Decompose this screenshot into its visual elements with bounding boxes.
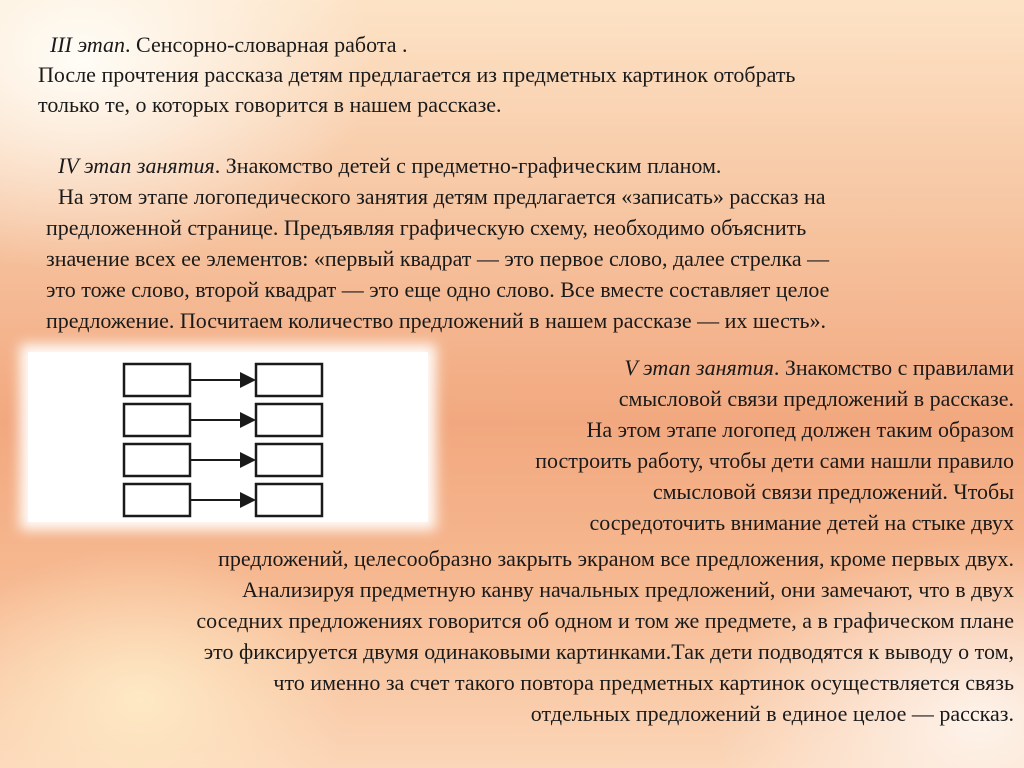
stage-5-line: построить работу, чтобы дети сами нашли правило xyxy=(535,448,1014,473)
scheme-second-square xyxy=(256,404,322,436)
stage-5-line: На этом этапе логопед должен таким образом xyxy=(586,417,1014,442)
stage-3-title: . Сенсорно-словарная работа . xyxy=(125,32,408,57)
stage-4-section xyxy=(46,150,976,336)
stage-3-line: только те, о которых говорится в нашем рассказе. xyxy=(38,92,502,117)
stage-4-label: IV этап занятия xyxy=(58,153,215,178)
continuation-line: это фиксируется двумя одинаковыми картинками.Так дети подводятся к выводу о том, xyxy=(203,639,1014,664)
stage-3-label: III этап xyxy=(50,32,126,57)
continuation-line: что именно за счет такого повтора предметных картинок осуществляется связь xyxy=(273,670,1014,695)
stage-5-section xyxy=(454,352,1014,538)
scheme-first-square xyxy=(124,404,190,436)
stage-4-title: . Знакомство детей с предметно-графическим планом. xyxy=(214,153,722,178)
stage-5-title: . Знакомство с правилами xyxy=(773,355,1014,380)
continuation-line: соседних предложениях говорится об одном и том же предмете, а в графическом плане xyxy=(196,608,1014,633)
stage-5-line: смысловой связи предложений. Чтобы xyxy=(652,479,1014,504)
continuation-line: Анализируя предметную канву начальных предложений, они замечают, что в двух xyxy=(242,577,1014,602)
stage-5-heading xyxy=(454,352,1014,383)
stage-4-line: предложение. Посчитаем количество предложений в нашем рассказе — их шесть». xyxy=(46,308,827,333)
continuation-line: предложений, целесообразно закрыть экраном все предложения, кроме первых двух. xyxy=(218,546,1014,571)
stage-5-line: сосредоточить внимание детей на стыке двух xyxy=(589,510,1014,535)
scheme-first-square xyxy=(124,444,190,476)
scheme-second-square xyxy=(256,444,322,476)
stage-4-line: На этом этапе логопедического занятия детям предлагается «записать» рассказ на xyxy=(58,184,826,209)
stage-3-line: После прочтения рассказа детям предлагается из предметных картинок отобрать xyxy=(38,62,796,87)
scheme-first-square xyxy=(124,364,190,396)
stage-4-heading xyxy=(46,150,976,181)
scheme-second-square xyxy=(256,484,322,516)
scheme-first-square xyxy=(124,484,190,516)
stage-3-section xyxy=(38,30,978,120)
stage-3-heading xyxy=(38,30,978,60)
stage-4-line: предложенной странице. Предъявляя графическую схему, необходимо объяснить xyxy=(46,215,807,240)
stage-4-line: это тоже слово, второй квадрат — это еще одно слово. Все вместе составляет целое xyxy=(46,277,830,302)
stage-4-line: значение всех ее элементов: «первый квадрат — это первое слово, далее стрелка — xyxy=(46,246,830,271)
graphic-scheme-image xyxy=(28,352,428,522)
scheme-second-square xyxy=(256,364,322,396)
graphic-scheme-diagram xyxy=(28,352,428,522)
continuation-line: отдельных предложений в единое целое — рассказ. xyxy=(530,701,1014,726)
stage-5-label: V этап занятия xyxy=(624,355,774,380)
stage-5-line: смысловой связи предложений в рассказе. xyxy=(618,386,1014,411)
stage-5-continuation xyxy=(34,543,1014,729)
